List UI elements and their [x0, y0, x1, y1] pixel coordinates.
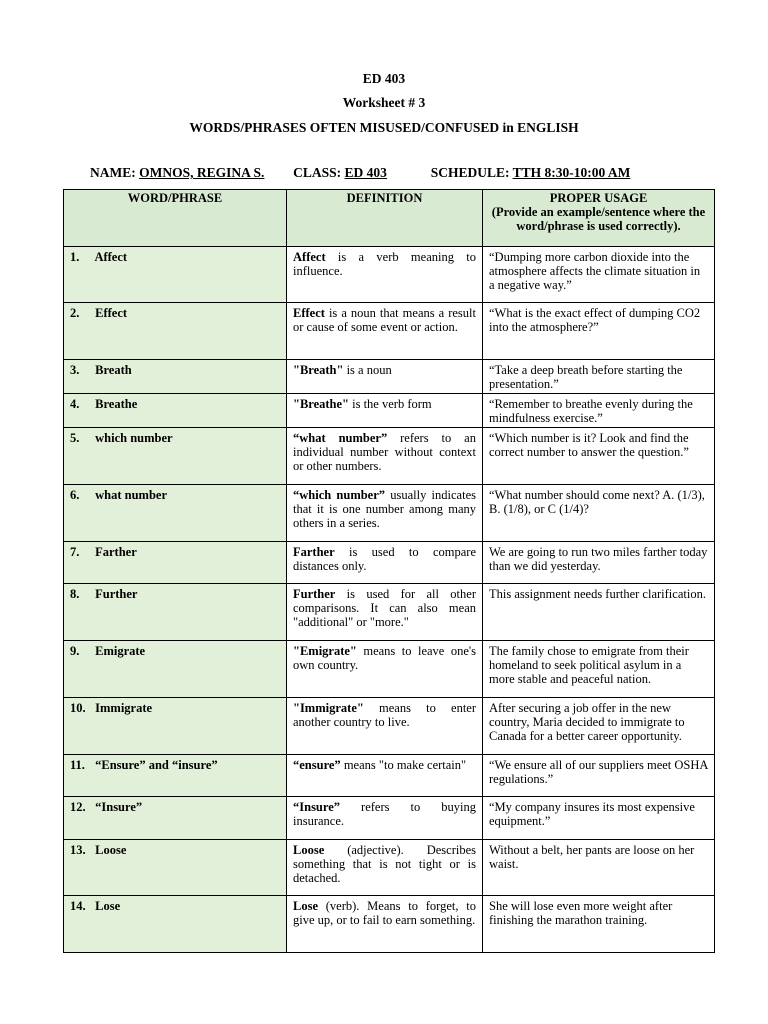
header-definition: DEFINITION [287, 190, 483, 247]
student-info-line [90, 165, 630, 181]
word-text: Effect [95, 306, 128, 320]
class-label: CLASS: [293, 165, 342, 180]
usage-cell [483, 542, 715, 584]
word-text: Breathe [95, 397, 138, 411]
table-row [64, 247, 715, 303]
definition-cell [287, 303, 483, 360]
table-row [64, 797, 715, 840]
word-text: Further [95, 587, 138, 601]
definition-text: means "to make certain" [340, 758, 467, 772]
usage-text: “We ensure all of our suppliers meet OSHA regulations.” [489, 758, 708, 786]
usage-text: “Dumping more carbon dioxide into the atmosphere affects the climate situation in a negative way.” [489, 250, 701, 292]
table-row [64, 360, 715, 394]
row-number: 10. [70, 701, 86, 715]
usage-text: After securing a job offer in the new country, Maria decided to immigrate to Canada for a better career opportunity. [489, 701, 685, 743]
word-text: which number [95, 431, 173, 445]
word-cell [64, 698, 287, 755]
usage-text: “My company insures its most expensive equipment.” [489, 800, 695, 828]
table-row [64, 641, 715, 698]
usage-text: “Take a deep breath before starting the presentation.” [489, 363, 683, 391]
row-number: 9. [70, 644, 80, 658]
row-number: 12. [70, 800, 86, 814]
definition-text: is a verb meaning to influence. [293, 250, 476, 278]
definition-term: “Insure” [293, 800, 341, 814]
word-cell [64, 360, 287, 394]
word-text: what number [95, 488, 168, 502]
worksheet-title: WORDS/PHRASES OFTEN MISUSED/CONFUSED in ENGLISH [189, 120, 579, 135]
definition-text: is a noun that means a result or cause of some event or action. [293, 306, 476, 334]
usage-cell [483, 485, 715, 542]
worksheet-number: Worksheet # 3 [342, 95, 426, 110]
definition-cell [287, 394, 483, 428]
definition-text: (adjective). Describes something that is not tight or is detached. [293, 843, 476, 885]
definition-text: is the verb form [349, 397, 432, 411]
header-word-phrase: WORD/PHRASE [64, 190, 287, 247]
table-row [64, 428, 715, 485]
row-number: 13. [70, 843, 86, 857]
usage-cell [483, 584, 715, 641]
table-row [64, 840, 715, 896]
table-row [64, 542, 715, 584]
header-proper-usage-note: (Provide an example/sentence where the word/phrase is used correctly). [491, 205, 706, 233]
usage-text: Without a belt, her pants are loose on her waist. [489, 843, 695, 871]
definition-text: means to leave one's own country. [293, 644, 476, 672]
definition-term: “ensure” [293, 758, 341, 772]
definition-text: means to enter another country to live. [293, 701, 476, 729]
table-row [64, 303, 715, 360]
word-cell [64, 247, 287, 303]
usage-text: “What number should come next? A. (1/3), B. (1/8), or C (1/4)? [489, 488, 705, 516]
definition-text: refers to buying insurance. [293, 800, 476, 828]
word-cell [64, 303, 287, 360]
usage-cell [483, 247, 715, 303]
definition-cell [287, 641, 483, 698]
definition-cell [287, 755, 483, 797]
word-text: Immigrate [95, 701, 153, 715]
table-row [64, 755, 715, 797]
name-value: OMNOS, REGINA S. [139, 165, 265, 180]
usage-text: This assignment needs further clarification. [489, 587, 706, 601]
usage-cell [483, 303, 715, 360]
definition-text: usually indicates that it is one number among many others in a series. [293, 488, 476, 530]
table-row [64, 698, 715, 755]
word-text: “Ensure” and “insure” [95, 758, 218, 772]
table-row [64, 394, 715, 428]
definition-term: Lose [293, 899, 318, 913]
word-cell [64, 394, 287, 428]
usage-text: We are going to run two miles farther today than we did yesterday. [489, 545, 708, 573]
definition-term: "Emigrate" [293, 644, 357, 658]
definition-cell [287, 797, 483, 840]
word-text: Emigrate [95, 644, 146, 658]
definition-term: “which number” [293, 488, 386, 502]
definition-term: “what number” [293, 431, 388, 445]
words-table [63, 189, 715, 953]
word-text: Farther [95, 545, 137, 559]
word-cell [64, 896, 287, 953]
schedule-value: TTH 8:30-10:00 AM [512, 165, 631, 180]
table-header-row [64, 190, 715, 247]
definition-term: Loose [293, 843, 325, 857]
definition-cell [287, 247, 483, 303]
usage-text: “Remember to breathe evenly during the mindfulness exercise.” [489, 397, 693, 425]
word-text: Breath [95, 363, 132, 377]
definition-text: is used to compare distances only. [293, 545, 476, 573]
definition-text: is used for all other comparisons. It can also mean "additional" or "more." [293, 587, 476, 629]
word-cell [64, 584, 287, 641]
usage-text: The family chose to emigrate from their homeland to seek political asylum in a more stable and peaceful nation. [489, 644, 689, 686]
word-cell [64, 542, 287, 584]
usage-cell [483, 698, 715, 755]
word-cell [64, 755, 287, 797]
table-row [64, 485, 715, 542]
definition-term: Further [293, 587, 336, 601]
definition-text: is a noun [343, 363, 392, 377]
definition-cell [287, 485, 483, 542]
definition-term: Effect [293, 306, 325, 320]
schedule-label: SCHEDULE: [430, 165, 510, 180]
name-label: NAME: [90, 165, 136, 180]
usage-text: She will lose even more weight after finishing the marathon training. [489, 899, 673, 927]
header-proper-usage [483, 190, 715, 247]
class-value: ED 403 [344, 165, 387, 180]
word-cell [64, 840, 287, 896]
usage-cell [483, 840, 715, 896]
word-cell [64, 428, 287, 485]
definition-term: Farther [293, 545, 335, 559]
word-cell [64, 485, 287, 542]
row-number: 3. [70, 363, 80, 377]
word-text: “Insure” [95, 800, 143, 814]
definition-cell [287, 840, 483, 896]
row-number: 8. [70, 587, 80, 601]
definition-term: Affect [293, 250, 326, 264]
row-number: 7. [70, 545, 80, 559]
definition-term: "Immigrate" [293, 701, 364, 715]
definition-text: refers to an individual number without context or other numbers. [293, 431, 476, 473]
definition-cell [287, 542, 483, 584]
usage-cell [483, 755, 715, 797]
word-text: Loose [95, 843, 127, 857]
table-row [64, 896, 715, 953]
row-number: 14. [70, 899, 86, 913]
row-number: 6. [70, 488, 80, 502]
row-number: 4. [70, 397, 80, 411]
usage-cell [483, 360, 715, 394]
course-code: ED 403 [362, 71, 406, 86]
word-text: Lose [95, 899, 121, 913]
usage-cell [483, 797, 715, 840]
definition-term: "Breathe" [293, 397, 349, 411]
row-number: 5. [70, 431, 80, 445]
usage-cell [483, 896, 715, 953]
usage-cell [483, 641, 715, 698]
header-proper-usage-title: PROPER USAGE [549, 191, 648, 205]
definition-text: (verb). Means to forget, to give up, or to fail to earn something. [293, 899, 476, 927]
usage-text: “What is the exact effect of dumping CO2 into the atmosphere?” [489, 306, 701, 334]
definition-cell [287, 896, 483, 953]
row-number: 11. [70, 758, 85, 772]
usage-cell [483, 428, 715, 485]
usage-cell [483, 394, 715, 428]
row-number: 1. [70, 250, 80, 264]
row-number: 2. [70, 306, 80, 320]
definition-cell [287, 698, 483, 755]
table-row [64, 584, 715, 641]
definition-cell [287, 584, 483, 641]
word-cell [64, 641, 287, 698]
definition-cell [287, 428, 483, 485]
definition-term: "Breath" [293, 363, 344, 377]
word-cell [64, 797, 287, 840]
word-text: Affect [94, 250, 128, 264]
definition-cell [287, 360, 483, 394]
usage-text: “Which number is it? Look and find the correct number to answer the question.” [489, 431, 689, 459]
